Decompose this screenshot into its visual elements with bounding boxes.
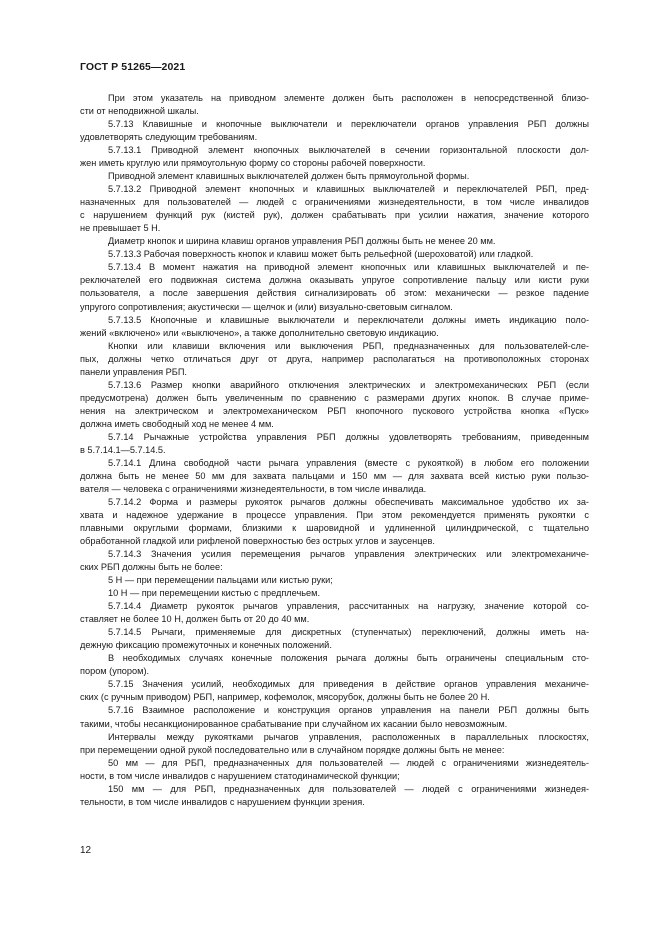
text-line: вателя — человека с ограничениями жизнедеятельности, в том числе инвалида. xyxy=(80,483,427,494)
text-line: При этом указатель на приводном элементе должен быть расположен в непосредственной близо- xyxy=(108,93,589,103)
text-line: 5.7.14.1 Длина свободной части рычага управления (вместе с рукояткой) в любом его положении xyxy=(108,457,589,468)
text-line: ских (с ручным приводом) РБП, например, кофемолок, мясорубок, должны быть не более 20 Н. xyxy=(80,692,490,703)
text-line: 150 мм — для РБП, предназначенных для пользователей — людей с ограничениями жизнедея- xyxy=(108,783,589,794)
text-line: 10 Н — при перемещении кистью с предплечьем. xyxy=(108,588,321,599)
text-line: Интервалы между рукоятками рычагов управления, расположенных в параллельных плоскостях, xyxy=(108,731,589,742)
text-line: 5.7.14.5 Рычаги, применяемые для дискретных (ступенчатых) переключений, должны иметь на- xyxy=(108,627,589,638)
text-line: жен иметь круглую или прямоугольную форму со стороны рабочей поверхности. xyxy=(80,158,426,169)
text-line: 5.7.15 Значения усилий, необходимых для приведения в действие органов управления механиче- xyxy=(108,679,589,690)
text-line: дежную фиксацию промежуточных и конечных положений. xyxy=(80,640,332,651)
text-line: Диаметр кнопок и ширина клавиш органов управления РБП должны быть не менее 20 мм. xyxy=(108,236,496,247)
text-line: должна иметь свободный ход не менее 4 мм. xyxy=(80,418,274,429)
text-line: обработанной гладкой или рифленой поверхностью без острых углов и заусенцев. xyxy=(80,536,435,547)
text-line: 5.7.16 Взаимное расположение и конструкция органов управления на панели РБП должны быть xyxy=(108,705,589,716)
text-line: не превышает 5 Н. xyxy=(80,223,161,234)
text-line: в 5.7.14.1—5.7.14.5. xyxy=(80,444,166,455)
text-line: 5.7.13.1 Приводной элемент кнопочных выключателей в сечении горизонтальной плоскости дол- xyxy=(108,145,589,156)
text-line: упругого сопротивления; акустически — щелчок и (или) визуально-световым сигналом. xyxy=(80,301,453,312)
text-line: ских РБП должны быть не более: xyxy=(80,562,223,573)
text-line: хвата и надежное удержание в процессе управления. При этом рекомендуется применять рукоятки с xyxy=(80,510,589,520)
text-line: нения на электрическом и электромеханическом РБП кнопочного пускового устройства кнопка «Пуск» xyxy=(80,405,589,416)
text-line: 5.7.13 Клавишные и кнопочные выключатели и переключатели органов управления РБП должны xyxy=(108,119,589,130)
text-line: 5 Н — при перемещении пальцами или кистью руки; xyxy=(108,575,333,586)
text-line: такими, чтобы несанкционированное срабатывание при случайном их касании было невозможным. xyxy=(80,718,508,729)
page-number: 12 xyxy=(80,845,92,856)
text-line: Кнопки или клавиши включения или выключения РБП, предназначенных для пользователей-сле- xyxy=(108,340,589,351)
text-line: пором (упором). xyxy=(80,666,150,677)
body-text xyxy=(80,92,589,809)
text-line: удовлетворять следующим требованиям. xyxy=(80,132,258,143)
text-line: предусмотрена) должен быть увеличенным по сравнению с размерами других кнопок. В случае приме- xyxy=(80,392,589,403)
text-line: ности, в том числе инвалидов с нарушением статодинамической функции; xyxy=(80,770,400,781)
text-line: должна быть не менее 50 мм для захвата пальцами и 150 мм — для захвата всей кистью руки пользо- xyxy=(80,470,589,481)
text-line: 5.7.13.6 Размер кнопки аварийного отключения электрических и электромеханических РБП (если xyxy=(108,379,589,390)
standard-header: ГОСТ Р 51265—2021 xyxy=(80,61,186,73)
text-line: панели управления РБП. xyxy=(80,366,187,377)
text-line: реключателей его подвижная система должна оказывать упругое сопротивление пальцу или кисти руки xyxy=(80,275,589,286)
text-line: В необходимых случаях конечные положения рычага должны быть ограничены специальным сто- xyxy=(108,653,589,664)
text-line: пользователя, а после завершения действия сигнализировать об этом: механически — резкое падение xyxy=(80,288,589,299)
text-line: с нарушением функций рук (кистей рук), должен срабатывать при усилии нажатия, значение которого xyxy=(80,210,589,221)
text-line: плавными округлыми формами, близкими к шаровидной и удлиненной цилиндрической, с тщательно xyxy=(80,523,589,534)
text-line: 5.7.13.5 Кнопочные и клавишные выключатели и переключатели должны иметь индикацию поло- xyxy=(108,314,589,325)
text-line: 5.7.14.3 Значения усилия перемещения рычагов управления электрических или электромеханиче- xyxy=(108,549,589,560)
text-line: 5.7.14.2 Форма и размеры рукояток рычагов должны обеспечивать максимальное удобство их за- xyxy=(108,496,589,507)
text-line: Приводной элемент клавишных выключателей должен быть прямоугольной формы. xyxy=(108,171,470,182)
text-line: пых, должны четко отличаться друг от друга, например располагаться на противоположных сторонах xyxy=(80,353,589,364)
text-line: назначенных для пользователей — людей с ограничениями жизнедеятельности, в том числе инвалидов xyxy=(80,197,589,208)
text-line: 5.7.13.2 Приводной элемент кнопочных и клавишных выключателей и переключателей РБП, пред- xyxy=(108,184,589,195)
text-line: 5.7.13.3 Рабочая поверхность кнопок и клавиш может быть рельефной (шероховатой) или гладкой. xyxy=(108,249,534,260)
text-line: ставляет не более 10 Н, должен быть от 20 до 40 мм. xyxy=(80,614,310,625)
text-line: 5.7.14 Рычажные устройства управления РБП должны удовлетворять требованиям, приведенным xyxy=(108,431,589,442)
text-line: тельности, в том числе инвалидов с нарушением функции зрения. xyxy=(80,796,365,807)
text-line: сти от неподвижной шкалы. xyxy=(80,106,199,117)
text-line: при перемещении одной рукой последовательно или в случайном порядке должны быть не менее: xyxy=(80,744,505,755)
text-line: 50 мм — для РБП, предназначенных для пользователей — людей с ограничениями жизнедеятель- xyxy=(108,757,589,768)
text-line: 5.7.14.4 Диаметр рукояток рычагов управления, рассчитанных на нагрузку, значение которой со- xyxy=(108,601,589,612)
text-line: жений «включено» или «выключено», а также дополнительно световую индикацию. xyxy=(80,327,439,338)
text-line: 5.7.13.4 В момент нажатия на приводной элемент кнопочных или клавишных выключателей и пе- xyxy=(108,262,589,273)
